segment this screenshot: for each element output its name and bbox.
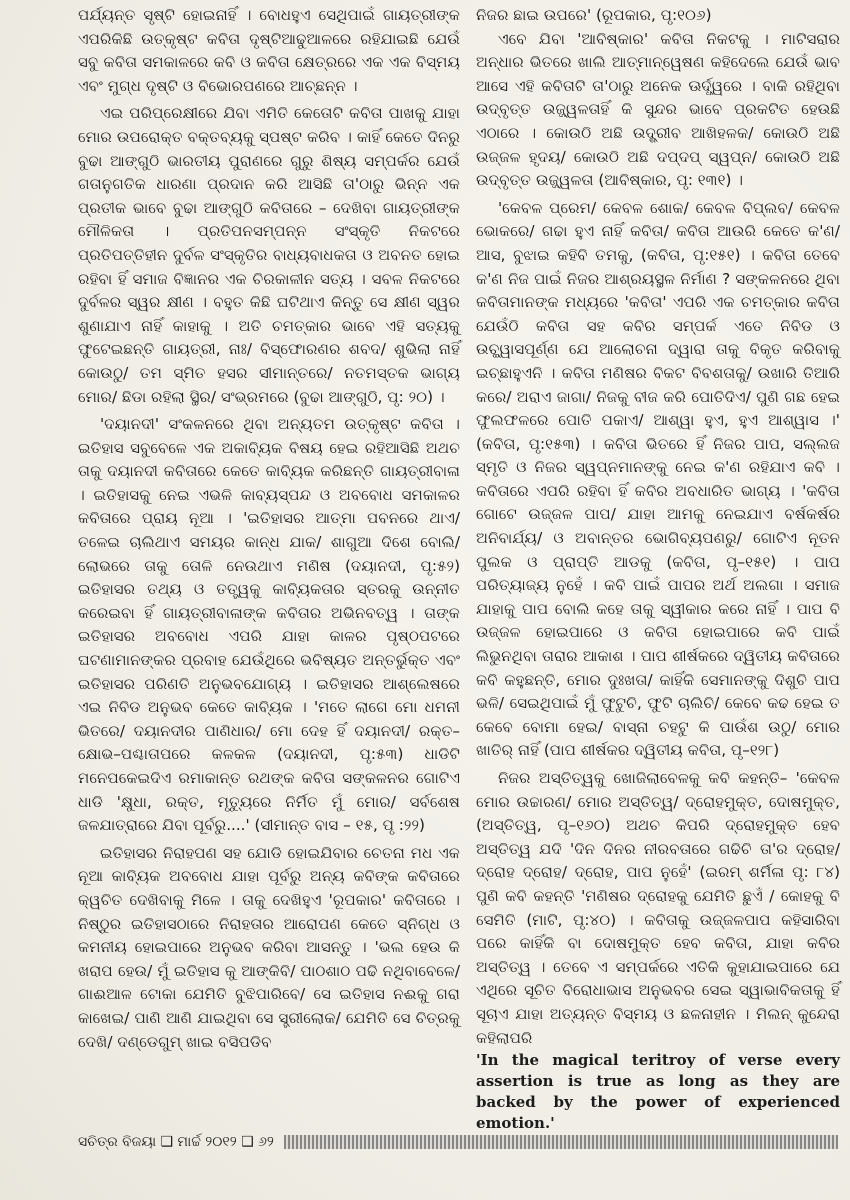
right-paragraph-4: ନିଜର ଅସ୍ତିତ୍ୱକୁ ଖୋଜିଲାବେଳକୁ କବି କହନ୍ତି– 'କେବଳ ମୋର ଉଚ୍ଚାରଣ/ ମୋର ଅସ୍ତିତ୍ୱ/ ଦ୍ରୋହମୁକ୍ତ, ଦୋଷମୁକ୍ତ, (ଅସ୍ତିତ୍ୱ, ପୃ–୧୬୦) ଅଥଚ କିପରି ଦ୍ରୋହମୁକ୍ତ ହେବ ଅସ୍ତିତ୍ୱ ଯଦି 'ଦିନ ଦିନର ନୀରବତାରେ ଗଢିଚି ତା'ର ଦ୍ରୋହ/ ଦ୍ରୋହ ଦ୍ରୋହ/ ଦ୍ରୋହ, ପାପ ନୁହେଁ' (ଇରମ୍ ଶର୍ମିଳା ପୃ: ୮୪) ପୁଣି କବି କହନ୍ତି 'ମଣିଷର ଦ୍ରୋହକୁ ଯେମିତି ଛୁଏଁ / କୋହକୁ ବି ସେମିତି (ମାଟି, ପୃ:୪୦) । କବିତାକୁ ଉଜ୍ଜଳପାପ କହିସାରିବା ପରେ କାହିଁକି ବା ଦୋଷମୁକ୍ତ ହେବ କବିତା, ଯାହା କବିର ଅସ୍ତିତ୍ୱ । ତେବେ ଏ ସମ୍ପର୍କରେ ଏତିକି କୁହାଯାଇପାରେ ଯେ ଏଥିରେ ସୂଚିତ ବିରୋଧାଭାସ ଅନୁଭବର ସେଇ ସ୍ୱାଭାବିକତାକୁ ହିଁ ସୂଚାଏ ଯାହା ଅତ୍ୟନ୍ତ ବିସ୍ମୟ ଓ ଛଳନାହୀନ । ମିଲନ୍ କୁନ୍ଦେରା କହିଲାପରି [476, 769, 840, 1047]
left-paragraph-2: ଏଇ ପରିପ୍ରେକ୍ଷୀରେ ଯିବା ଏମିତି କେତୋଟି କବିତା ପାଖକୁ ଯାହା ମୋର ଉପରୋକ୍ତ ବକ୍ତବ୍ୟକୁ ସ୍ପଷ୍ଟ କରିବ । କାହିଁ କେତେ ଦିନରୁ ବୁଢା ଆଙ୍ଗୁଠି ଭାରତୀୟ ପୁରାଣରେ ଗୁରୁ ଶିଷ୍ୟ ସମ୍ପର୍କର ଯେଉଁ ଗତାନୁଗତିକ ଧାରଣା ପ୍ରଦାନ କରି ଆସିଛି ତା'ଠାରୁ ଭିନ୍ନ ଏକ ପ୍ରତୀକ ଭାବେ ବୁଢା ଆଙ୍ଗୁଠି କବିତାରେ – ଦେଖିବା ଗାୟତ୍ରୀଙ୍କ ମୌଳିକତା । ପ୍ରତିପନସମ୍ପନ୍ନ ସଂସ୍କୃତି ନିକଟରେ ପ୍ରତିପତ୍ତିହୀନ ଦୁର୍ବଳ ସଂସ୍କୃତିର ବାଧ୍ୟବାଧକତା ଓ ଅବନତ ହୋଇ ରହିବା ହିଁ ସମାଜ ବିଜ୍ଞାନର ଏକ ଚିରକାଳୀନ ସତ୍ୟ । ସବଳ ନିକଟରେ ଦୁର୍ବଳର ସ୍ୱର କ୍ଷୀଣ । ବହୁତ କିଛି ଘଟିଥାଏ କିନ୍ତୁ ସେ କ୍ଷୀଣ ସ୍ୱର ଶୁଣାଯାଏ ନାହିଁ କାହାକୁ । ଅତି ଚମତ୍କାର ଭାବେ ଏହି ସତ୍ୟକୁ ଫୁଟେଇଛନ୍ତି ଗାୟତ୍ରୀ, ନାଃ/ ବିସ୍ଫୋରଣର ଶବଦ/ ଶୁଭିଲା ନାହିଁ କୋଉଠୁ/ ତମ ସ୍ମିତ ହସର ସୀମାନ୍ତରେ/ ନତମସ୍ତକ ଭାଗ୍ୟ ମୋର/ ଛିଡା ରହିଲା ସ୍ଥିର/ ସଂଭ୍ରମରେ (ବୁଢା ଆଙ୍ଗୁଠି, ପୃ: ୨୦) । [78, 104, 460, 406]
right-paragraph-2: ଏବେ ଯିବା 'ଆବିଷ୍କାର' କବିତା ନିକଟକୁ । ମାଟିସରାର ଅନ୍ଧାର ଭିତରେ ଖାଲି ଆତ୍ମାନ୍ୱେଷଣ କହିଦେଲେ ଯେଉଁ ଭାବ ଆସେ ଏହି କବିତାଟି ତା'ଠାରୁ ଅନେକ ଊର୍ଦ୍ଧ୍ୱରେ । ବାକି ରହିଥିବା ଉଦ୍ବୃତ୍ତ ଉଜ୍ଜ୍ୱଳତାହିଁ କି ସୁନ୍ଦର ଭାବେ ପ୍ରକଟିତ ହେଉଛି ଏଠାରେ । କୋଉଠି ଅଛି ଉଦ୍ଗ୍ରୀବ ଆଖିହଳକ/ କୋଉଠି ଅଛି ଉଜ୍ଜଳ ହୃଦୟ/ କୋଉଠି ଅଛି ଦପ୍‌ଦପ୍ ସ୍ୱପ୍ନ/ କୋଉଠି ଅଛି ଉଦ୍ବୃତ୍ତ ଉଜ୍ଜ୍ୱଳତା (ଆବିଷ୍କାର, ପୃ: ୧୩୧) । [476, 29, 840, 190]
right-paragraph-1: ନିଜର ଛାଇ ଉପରେ' (ରୂପକାର, ପୃ:୧୦୬) [476, 6, 712, 24]
page-footer [78, 1132, 838, 1152]
english-quote: 'In the magical teritroy of verse every assertion is true as long as they are backed by the power of experienced emotion.' [476, 1051, 840, 1133]
left-paragraph-3: 'ଦୟାନଦୀ' ସଂକଳନରେ ଥିବା ଅନ୍ୟତମ ଉତ୍କୃଷ୍ଟ କବିତା । ଇତିହାସ ସବୁବେଳେ ଏକ ଅକାବ୍ୟିକ ବିଷୟ ହେଇ ରହିଆସିଛି ଅଥଚ ତାକୁ ଦୟାନଦୀ କବିତାରେ କେତେ କାବ୍ୟିକ କରିଛନ୍ତି ଗାୟତ୍ରୀବାଳା । ଇତିହାସକୁ ନେଇ ଏଭଳି କାବ୍ୟସ୍ପନ୍ଦ ଓ ଅବବୋଧ ସମକାଳର କବିତାରେ ପ୍ରାୟ ନୂଆ । 'ଇତିହାସର ଆତ୍ମା ପବନରେ ଥାଏ/ ତଳେଇ ଚାଲିଥାଏ ସମୟର କାନ୍ଧ ଯାକ/ ଶାଗୁଆ ଦିଶେ ବୋଲି/ ଲୋଭରେ ତାକୁ ତୋଳି ନେଉଥାଏ ମଣିଷ (ଦୟାନଦୀ, ପୃ:୫୨) ଇତିହାସର ତଥ୍ୟ ଓ ତତ୍ତ୍ୱକୁ କାବ୍ୟିକତାର ସ୍ତରକୁ ଉନ୍ନୀତ କରେଇବା ହିଁ ଗାୟତ୍ରୀବାଳାଙ୍କ କବିତାର ଅଭିନବତ୍ୱ । ତାଙ୍କ ଇତିହାସର ଅବବୋଧ ଏପରି ଯାହା କାଳର ପୃଷ୍ଠପଟରେ ଘଟଣାମାନଙ୍କର ପ୍ରବାହ ଯେଉଁଥିରେ ଭବିଷ୍ୟତ ଅନ୍ତର୍ଭୁକ୍ତ ଏବଂ ଇତିହାସର ପରିଣତି ଅନୁଭବଯୋଗ୍ୟ । ଇତିହାସର ଆଶ୍ଲେଷରେ ଏଇ ନିବିଡ ଅନୁଭବ କେତେ କାବ୍ୟିକ । 'ମତେ ଲାଗେ ମୋ ଧମନୀ ଭିତରେ/ ଦୟାନଦୀର ପାଣିଧାର/ ମୋ ଦେହ ହିଁ ଦୟାନଦୀ/ ରକ୍ତ–କ୍ଷୋଭ–ପଶ୍ଚାତାପରେ କଳକଳ (ଦୟାନଦୀ, ପୃ:୫୩) ଧାଡିଟି ମନେପକେଇଦିଏ ରମାକାନ୍ତ ରଥଙ୍କ କବିତା ସଙ୍କଳନର ଗୋଟିଏ ଧାଡି 'କ୍ଷୁଧା, ରକ୍ତ, ମୃତ୍ୟୁରେ ନିର୍ମିତ ମୁଁ ମୋର/ ସର୍ବଶେଷ ଜଳଯାତ୍ରାରେ ଯିବା ପୂର୍ବରୁ....' (ସୀମାନ୍ତ ବାସ – ୧୫, ପୃ :୨୨) [78, 415, 460, 835]
left-paragraph-1: ପର୍ଯ୍ୟନ୍ତ ସୃଷ୍ଟି ହୋଇନାହିଁ । ବୋଧହୁଏ ସେଥିପାଇଁ ଗାୟତ୍ରୀଙ୍କ ଏପରିକିଛି ଉତ୍କୃଷ୍ଟ କବିତା ଦୃଷ୍ଟିଆଢୁଆଳରେ ରହିଯାଇଛି ଯେଉଁ ସବୁ କବିତା ସମକାଳରେ କବି ଓ କବିତା କ୍ଷେତ୍ରରେ ଏକ ଏକ ବିସ୍ମୟ ଏବଂ ମୁଗ୍ଧ ଦୃଷ୍ଟି ଓ ବିଭୋରପଣରେ ଆଚ୍ଛନ୍ନ । [78, 6, 460, 95]
left-column [78, 4, 460, 1122]
footer-label: ସଚିତ୍ର ବିଜୟା ❑ ମାର୍ଚ୍ଚ ୨୦୧୨ ❑ ୬୨ [78, 1134, 274, 1150]
right-paragraph-3: 'କେବଳ ପ୍ରେମ/ କେବଳ ଶୋକ/ କେବଳ ବିପ୍ଲବ/ କେବଳ ଭୋକରେ/ ଗଢା ହୁଏ ନାହିଁ କବିତା/ କବିତା ଆଉରି କେତେ କ'ଣ/ ଆସ, ବୁଝାଇ କହିବି ତମକୁ, (କବିତା, ପୃ:୧୫୧) । କବିତା ତେବେ କ'ଣ ନିଜ ପାଇଁ ନିଜର ଆଶ୍ରୟସ୍ଥଳ ନିର୍ମାଣ ? ସଙ୍କଳନରେ ଥିବା କବିତାମାନଙ୍କ ମଧ୍ୟରେ 'କବିତା' ଏପରି ଏକ ଚମତ୍କାର କବିତା ଯେଉଁଠି କବିତା ସହ କବିର ସମ୍ପର୍କ ଏତେ ନିବିଡ ଓ ଉଚ୍ଛ୍ୱାସପୂର୍ଣ୍ଣ ଯେ ଆଲୋଚନା ଦ୍ୱାରା ତାକୁ ବିକୃତ କରିବାକୁ ଇଚ୍ଛାହୁଏନି । କବିତା ମଣିଷର ବିକଟ ବିବଶତାକୁ/ ଉଖାରି ତିଆରି କରେ/ ଅରାଏ ଜାଗା/ ନିଜକୁ ବୀଜ କରି ପୋତିଦିଏ/ ପୁଣି ଗଛ ହେଇ ଫୁଲଫଳରେ ପୋତି ପକାଏ/ ଆଶ୍ୱା ହୁଏ, ହୁଏ ଆଶ୍ୱାସ ।' (କବିତା, ପୃ:୧୫୩) । କବିତା ଭିତରେ ହିଁ ନିଜର ପାପ, ସଲ୍ଲଜ ସ୍ମୃତି ଓ ନିଜର ସ୍ୱପ୍ନମାନଙ୍କୁ ନେଇ କ'ଣ ରହିଯାଏ କବି । କବିତାରେ ଏପରି ରହିବା ହିଁ କବିର ଅବଧାରିତ ଭାଗ୍ୟ । 'କବିତା ଗୋଟେ ଉଜ୍ଜଳ ପାପ/ ଯାହା ଆମକୁ ନେଇଯାଏ ବର୍ଷକର୍ଷର ଅନିବାର୍ଯ୍ୟ/ ଓ ଅବାନ୍ତର ଭୋଗିବ୍ୟପଣରୁ/ ଗୋଟିଏ ନୂତନ ପୁଲକ ଓ ପ୍ରାପ୍ତି ଆଡକୁ (କବିତା, ପୃ–୧୫୧) । ପାପ ପରିତ୍ୟାଜ୍ୟ ନୁହେଁ । କବି ପାଇଁ ପାପର ଅର୍ଥ ଅଲଗା । ସମାଜ ଯାହାକୁ ପାପ ବୋଲି କହେ ତାକୁ ସ୍ୱୀକାର କରେ ନାହିଁ । ପାପ ବି ଉଜ୍ଜଳ ହୋଇପାରେ ଓ କବିତା ହୋଇପାରେ କବି ପାଇଁ ଲିଭୁନଥିବା ତାରାର ଆକାଶ । ପାପ ଶୀର୍ଷକରେ ଦ୍ୱିତୀୟ କବିତାରେ କବି କହୁଛନ୍ତି, ମୋର ଦୁଃଖତା/ କାହିଁକି ସେମାନଙ୍କୁ ଦିଶୁଚି ପାପ ଭଳି/ ସେଇଥିପାଇଁ ମୁଁ ଫୁଟୁଚି, ଫୁଟି ଚାଲିଚି/ କେବେ କଢ ହେଇ ତ କେବେ ବୋମା ହେଇ/ ବାସ୍ନା ଚହଟୁ କି ପାଉଁଶ ଉଠୁ/ ମୋର ଖାତିର୍ ନାହିଁ (ପାପ ଶୀର୍ଷକର ଦ୍ୱିତୀୟ କବିତା, ପୃ–୧୨୮) [476, 198, 840, 760]
left-paragraph-4: ଇତିହାସର ନିରାହପଣ ସହ ଯୋଡି ହୋଇଯିବାର ଚେତନା ମଧ ଏକ ନୂଆ କାବ୍ୟିକ ଅବବୋଧ ଯାହା ପୂର୍ବରୁ ଅନ୍ୟ କବିଙ୍କ କବିତାରେ କ୍ୱଚିତ ଦେଖିବାକୁ ମିଳେ । ତାକୁ ଦେଖିହୁଏ 'ରୂପକାର' କବିତାରେ । ନିଷ୍ଠୁର ଇତିହାସଠାରେ ନିରାହତାର ଆରୋପଣ କେତେ ସ୍ନିଗ୍ଧ ଓ କମନୀୟ ହୋଇପାରେ ଅନୁଭବ କରିବା ଆସନ୍ତୁ । 'ଭଲ ହେଉ କି ଖରାପ ହେଉ/ ମୁଁ ଇତିହାସ କୁ ଆଙ୍କିବି/ ପାଠଶାଠ ପଢି ନଥିବାବେଳେ/ ଗାଈଆଳ ଟୋକା ଯେମିତି ବୁଝିପାରିବେ/ ସେ ଇତିହାସ ନଈକୁ ଗରା କାଖେଇ/ ପାଣି ଆଣି ଯାଇଥିବା ସେ ସ୍ତ୍ରୀଲୋକ/ ଯେମିତି ସେ ଚିତ୍ରକୁ ଦେଖି/ ଦଣ୍ଡେଗୁମ୍ ଖାଇ ବସିପଡିବ [78, 843, 460, 1051]
right-column [476, 4, 840, 1133]
footer-decorative-bar [284, 1135, 838, 1149]
